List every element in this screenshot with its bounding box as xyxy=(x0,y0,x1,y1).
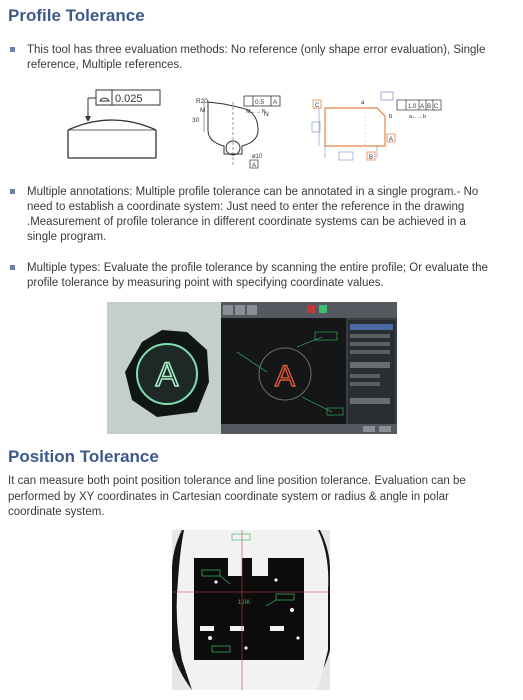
bullet-square-icon xyxy=(10,189,15,194)
svg-text:1.0K: 1.0K xyxy=(238,600,251,606)
svg-text:N: N xyxy=(264,111,269,118)
svg-text:A: A xyxy=(389,137,394,143)
bullet-text: Multiple annotations: Multiple profile tolerance can be annotated in a single program.- No need to establish a coordinate system: Just need to enter the reference in the drawing .Measurement of profile tolerance in different coordinate systems can be achieved in a single program. xyxy=(27,186,479,243)
position-tolerance-title: Position Tolerance xyxy=(8,447,159,466)
profile-single-reference-diagram xyxy=(178,92,288,170)
profile-bullet-types xyxy=(8,261,496,291)
svg-text:ø10: ø10 xyxy=(252,154,263,160)
position-description: It can measure both point position tolerance and line position tolerance. Evaluation can be performed by XY coordinates in Cartesian coordinate system or radius & angle in polar coordinate system. xyxy=(8,475,466,518)
svg-text:R20: R20 xyxy=(196,98,208,105)
profile-multiple-reference-diagram xyxy=(305,88,445,168)
svg-text:A: A xyxy=(420,104,425,110)
bullet-text: This tool has three evaluation methods: No reference (only shape error evaluation), Single reference, Multiple references. xyxy=(27,44,486,71)
svg-text:A: A xyxy=(274,360,296,393)
svg-text:a←→b: a←→b xyxy=(409,114,427,120)
profile-tolerance-title: Profile Tolerance xyxy=(8,6,145,25)
position-tolerance-image xyxy=(172,530,330,690)
bullet-square-icon xyxy=(10,47,15,52)
profile-software-screenshot xyxy=(107,302,397,434)
svg-text:30: 30 xyxy=(192,117,200,124)
svg-text:1.0: 1.0 xyxy=(408,104,417,110)
svg-text:a: a xyxy=(361,100,365,106)
profile-no-reference-diagram xyxy=(60,86,170,166)
tolerance-value: 0.025 xyxy=(115,93,143,105)
bullet-text: Multiple types: Evaluate the profile tolerance by scanning the entire profile; Or evaluate the profile tolerance by measuring point with specifying coordinate values. xyxy=(27,262,488,289)
svg-text:0.5: 0.5 xyxy=(255,99,265,106)
profile-bullet-annotations xyxy=(8,185,496,245)
svg-text:B: B xyxy=(369,155,374,161)
svg-text:C: C xyxy=(434,104,439,110)
svg-text:A: A xyxy=(273,99,278,106)
svg-text:C: C xyxy=(315,103,320,109)
svg-text:A: A xyxy=(155,356,179,394)
bullet-square-icon xyxy=(10,265,15,270)
svg-text:M←→N: M←→N xyxy=(246,109,266,115)
svg-text:M: M xyxy=(200,107,206,114)
profile-bullet-methods xyxy=(8,43,496,73)
svg-text:A: A xyxy=(252,163,257,169)
svg-text:B: B xyxy=(427,104,432,110)
svg-text:b: b xyxy=(389,114,393,120)
